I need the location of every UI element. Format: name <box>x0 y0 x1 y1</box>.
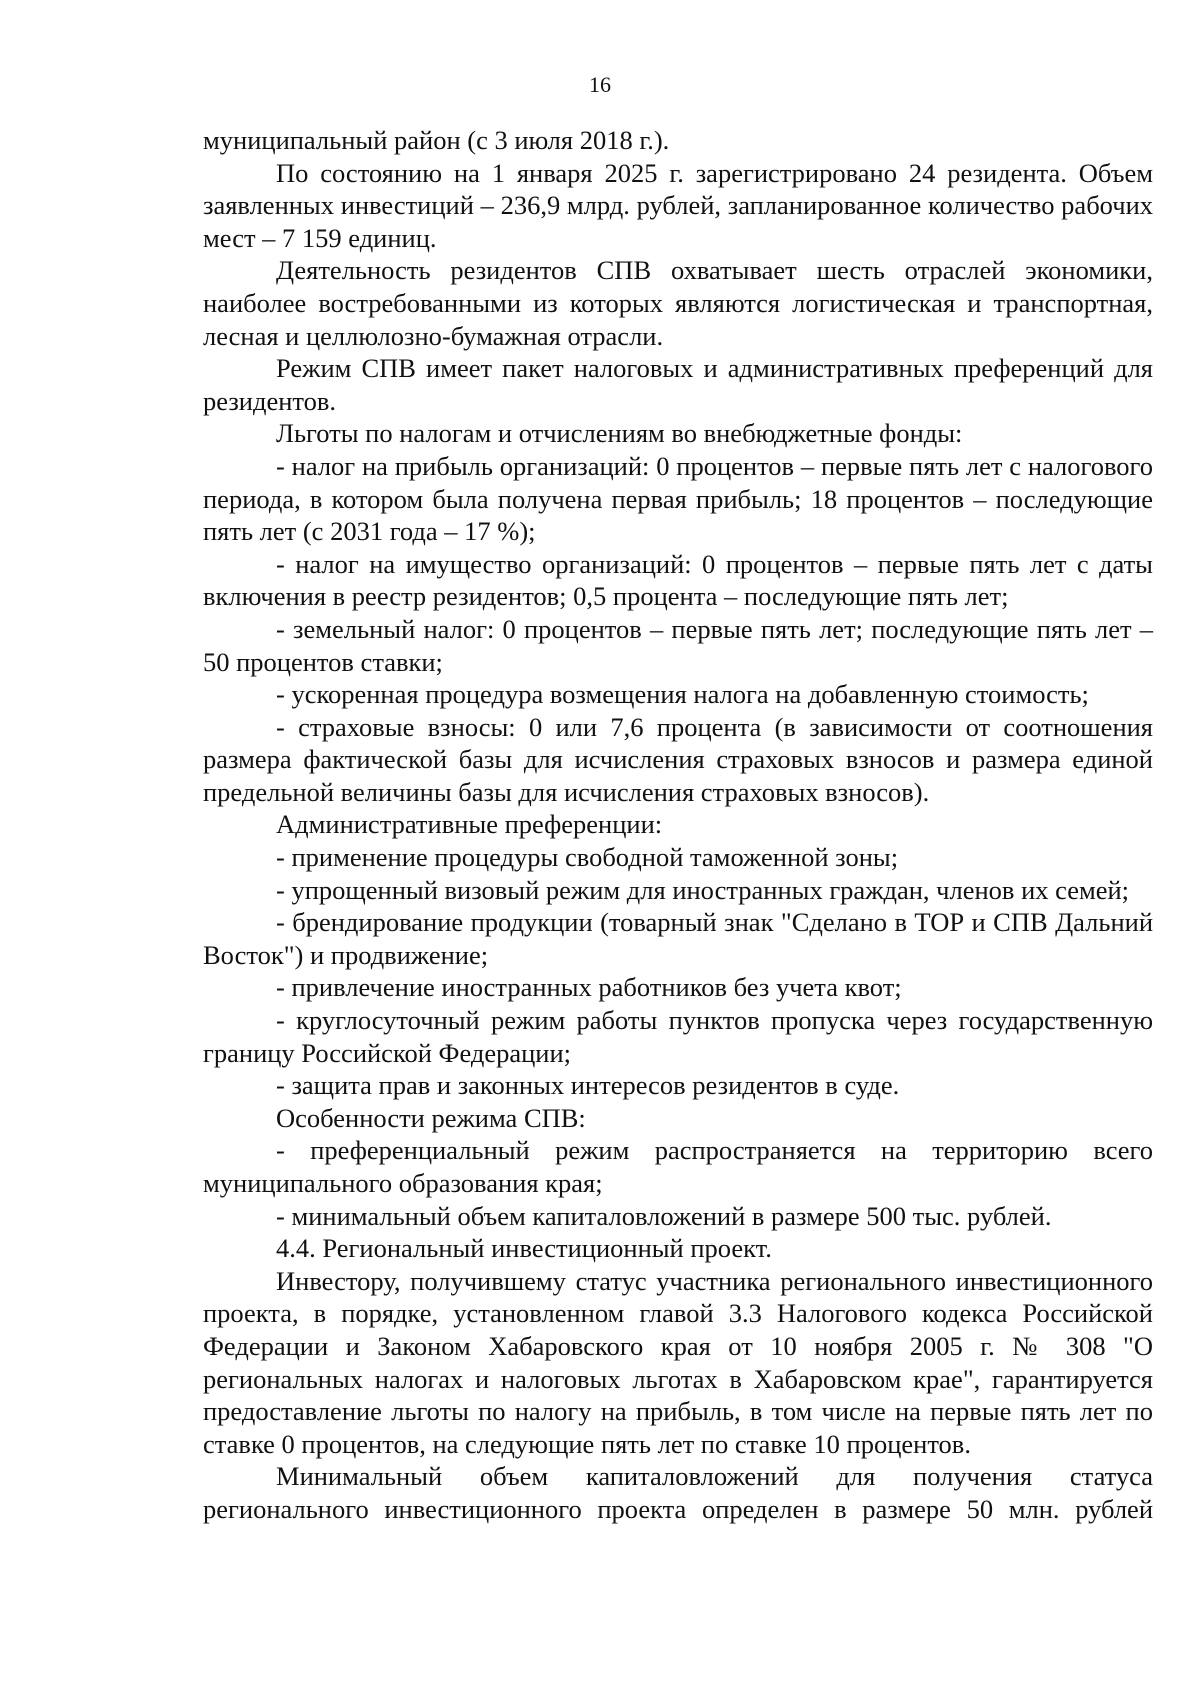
paragraph: Инвестору, получившему статус участника регионального инвестиционного проекта, в порядке, установленном главой 3.3 Налогового кодекса Российской Федерации и Законом Хабаровского края от 10 ноября 2005 г. № 308 "О региональных налогах и налоговых льготах в Хабаровском крае", гарантируется предоставление льготы по налогу на прибыль, в том числе на первые пять лет по ставке 0 процентов, на следующие пять лет по ставке 10 процентов. <box>203 1265 1153 1459</box>
paragraph: Особенности режима СПВ: <box>276 1102 586 1133</box>
paragraph: Режим СПВ имеет пакет налоговых и административных преференций для резидентов. <box>203 353 1153 416</box>
paragraph: - налог на имущество организаций: 0 процентов – первые пять лет с даты включения в реестр резидентов; 0,5 процента – последующие пять лет; <box>203 548 1153 612</box>
paragraph: - упрощенный визовый режим для иностранных граждан, членов их семей; <box>276 874 1130 905</box>
paragraph: - круглосуточный режим работы пунктов пропуска через государственную границу Российской Федерации; <box>203 1005 1153 1068</box>
paragraph: Минимальный объем капиталовложений для получения статуса регионального инвестиционного проекта определен в размере 50 млн. рублей <box>203 1461 1153 1524</box>
paragraph: муниципальный район (с 3 июля 2018 г.). <box>203 125 670 155</box>
paragraph: - ускоренная процедура возмещения налога на добавленную стоимость; <box>276 679 1089 710</box>
paragraph: По состоянию на 1 января 2025 г. зарегистрировано 24 резидента. Объем заявленных инвестиций – 236,9 млрд. рублей, запланированное количество рабочих мест – 7 159 единиц. <box>203 157 1153 253</box>
paragraph: - применение процедуры свободной таможенной зоны; <box>276 842 899 873</box>
paragraph: - привлечение иностранных работников без учета квот; <box>276 972 902 1003</box>
paragraph: 4.4. Региональный инвестиционный проект. <box>276 1233 772 1264</box>
paragraph: - защита прав и законных интересов резидентов в суде. <box>276 1070 900 1101</box>
document-body <box>203 124 1153 1526</box>
paragraph: - земельный налог: 0 процентов – первые пять лет; последующие пять лет – 50 процентов ставки; <box>203 613 1153 677</box>
paragraph: - страховые взносы: 0 или 7,6 процента (в зависимости от соотношения размера фактической базы для исчисления страховых взносов и размера единой предельной величины базы для исчисления страховых взносов). <box>203 711 1153 807</box>
paragraph: Административные преференции: <box>276 809 663 840</box>
paragraph: Деятельность резидентов СПВ охватывает шесть отраслей экономики, наиболее востребованными из которых являются логистическая и транспортная, лесная и целлюлозно-бумажная отрасли. <box>203 255 1153 351</box>
page-number: 16 <box>589 72 611 97</box>
paragraph: - налог на прибыль организаций: 0 процентов – первые пять лет с налогового периода, в котором была получена первая прибыль; 18 процентов – последующие пять лет (с 2031 года – 17 %); <box>203 450 1153 547</box>
paragraph: - преференциальный режим распространяется на территорию всего муниципального образования края; <box>203 1135 1153 1198</box>
paragraph: Льготы по налогам и отчислениям во внебюджетные фонды: <box>276 418 963 449</box>
paragraph: - брендирование продукции (товарный знак "Сделано в ТОР и СПВ Дальний Восток") и продвижение; <box>203 907 1153 970</box>
paragraph: - минимальный объем капиталовложений в размере 500 тыс. рублей. <box>276 1200 1052 1231</box>
